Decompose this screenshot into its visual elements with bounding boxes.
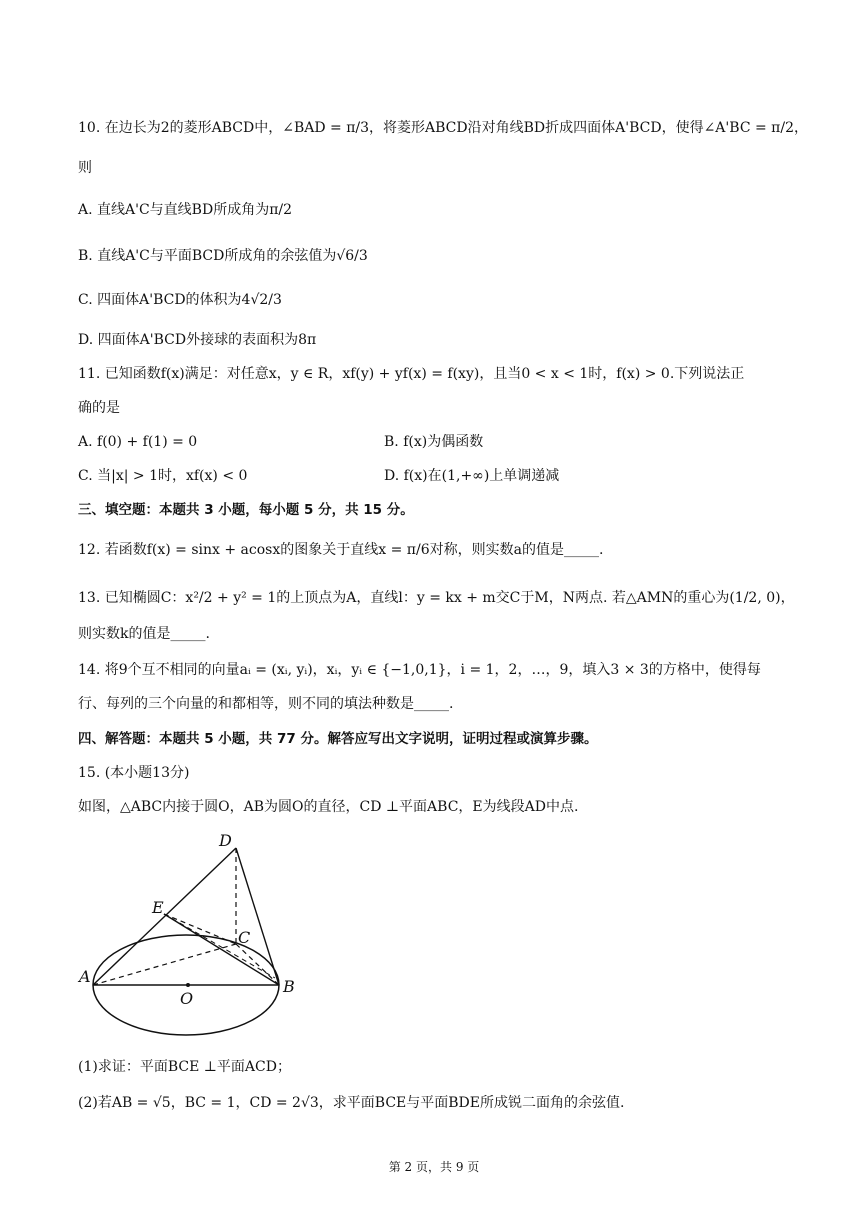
geometry-figure <box>70 826 310 1046</box>
q10-option-a: A. 直线A'C与直线BD所成角为π/2 <box>78 202 293 218</box>
q15-stem: 如图，△ABC内接于圆O，AB为圆O的直径，CD ⊥平面ABC，E为线段AD中点. <box>78 799 579 815</box>
q14-line2: 行、每列的三个向量的和都相等，则不同的填法种数是_____. <box>78 696 454 712</box>
label-d: D <box>219 831 232 850</box>
page-footer: 第 2 页，共 9 页 <box>388 1160 480 1174</box>
q13-line2: 则实数k的值是_____. <box>78 626 210 642</box>
q12-text: 12. 若函数f(x) = sinx + acosx的图象关于直线x = π/6对称，则实数a的值是_____. <box>78 542 604 558</box>
section-4-heading: 四、解答题：本题共 5 小题，共 77 分。解答应写出文字说明，证明过程或演算步骤。 <box>78 731 598 747</box>
q11-option-a: A. f(0) + f(1) = 0 <box>78 434 198 450</box>
label-e: E <box>152 898 164 917</box>
q15-title: 15. (本小题13分) <box>78 765 190 781</box>
q10-option-d: D. 四面体A'BCD外接球的表面积为8π <box>78 332 317 348</box>
q10-option-c: C. 四面体A'BCD的体积为4√2/3 <box>78 292 282 308</box>
section-3-heading: 三、填空题：本题共 3 小题，每小题 5 分，共 15 分。 <box>78 502 414 518</box>
label-a: A <box>79 967 91 986</box>
label-c: C <box>238 928 251 947</box>
q15-part2: (2)若AB = √5，BC = 1，CD = 2√3，求平面BCE与平面BDE所成锐二面角的余弦值. <box>78 1095 625 1111</box>
q10-line2: 则 <box>78 160 92 176</box>
q11-line2: 确的是 <box>78 400 120 416</box>
q10-line1: 10. 在边长为2的菱形ABCD中，∠BAD = π/3，将菱形ABCD沿对角线BD折成四面体A'BCD，使得∠A'BC = π/2， <box>78 120 808 136</box>
label-o: O <box>180 989 194 1008</box>
q14-line1: 14. 将9个互不相同的向量aᵢ = (xᵢ, yᵢ)，xᵢ，yᵢ ∈ {−1,0,1}，i = 1，2，…，9，填入3 × 3的方格中，使得每 <box>78 662 761 678</box>
label-b: B <box>283 977 295 996</box>
tetrahedron-diagram <box>70 826 310 1046</box>
q10-option-b: B. 直线A'C与平面BCD所成角的余弦值为√6/3 <box>78 248 368 264</box>
q11-option-c: C. 当|x| > 1时，xf(x) < 0 <box>78 468 248 484</box>
segment-eb <box>164 914 279 985</box>
segment-ec <box>164 914 236 944</box>
q15-part1: (1)求证：平面BCE ⊥平面ACD； <box>78 1059 291 1075</box>
segment-eb-hidden <box>164 914 275 978</box>
q13-line1: 13. 已知椭圆C：x²/2 + y² = 1的上顶点为A，直线l：y = kx + m交C于M，N两点. 若△AMN的重心为(1/2, 0)， <box>78 590 795 606</box>
q11-option-d: D. f(x)在(1,+∞)上单调递减 <box>384 468 560 484</box>
q11-line1: 11. 已知函数f(x)满足：对任意x，y ∈ R，xf(y) + yf(x) = f(xy)，且当0 < x < 1时，f(x) > 0.下列说法正 <box>78 366 745 382</box>
q11-option-b: B. f(x)为偶函数 <box>384 434 484 450</box>
center-point-o <box>186 983 190 987</box>
